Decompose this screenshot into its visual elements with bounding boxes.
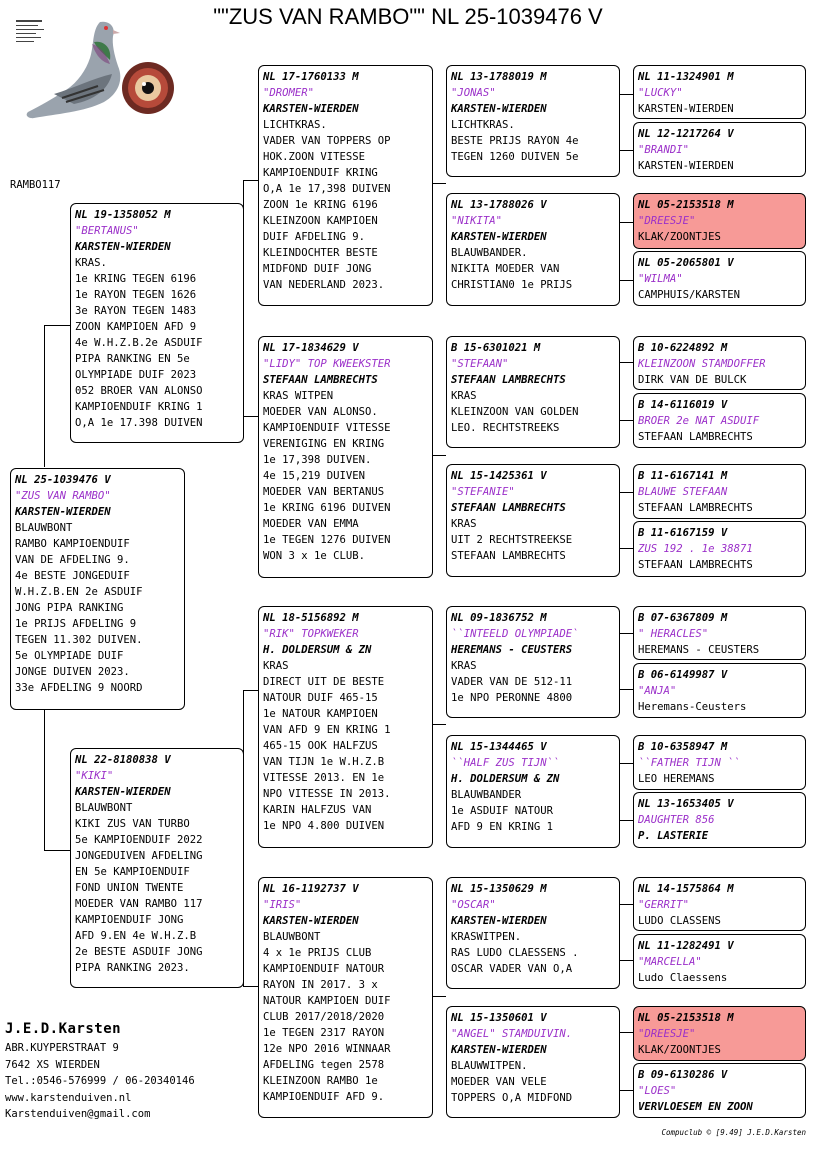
connector-line: [619, 222, 633, 223]
connector-line: [619, 820, 633, 821]
info-line: KRASWITPEN.: [451, 931, 522, 943]
ring-number: NL 18-5156892 M: [263, 612, 359, 624]
info-line: 4e BESTE JONGEDUIF: [15, 570, 130, 582]
info-line: FOND UNION TWENTE: [75, 882, 184, 894]
pigeon-card-ffm: [446, 193, 620, 306]
info-line: NIKITA MOEDER VAN: [451, 263, 560, 275]
info-line: MOEDER VAN VELE: [451, 1076, 547, 1088]
pigeon-card-g9: [633, 606, 806, 660]
info-line: 1e NATOUR KAMPIOEN: [263, 708, 378, 720]
info-line: VADER VAN TOPPERS OP: [263, 135, 391, 147]
ring-number: B 15-6301021 M: [451, 342, 541, 354]
ring-number: NL 13-1788026 V: [451, 199, 547, 211]
info-line: O,A 1e 17,398 DUIVEN: [263, 183, 391, 195]
connector-line: [432, 724, 446, 725]
owner: STEFAAN LAMBRECHTS: [263, 374, 378, 386]
connector-line: [243, 416, 258, 417]
pigeon-name: ZUS 192 . 1e 38871: [638, 543, 753, 555]
owner: KARSTEN-WIERDEN: [451, 103, 547, 115]
connector-line: [619, 420, 633, 421]
ring-number: NL 05-2153518 M: [638, 199, 734, 211]
pigeon-card-g11: [633, 735, 806, 790]
pigeon-card-mf: [258, 606, 433, 848]
info-line: CLUB 2017/2018/2020: [263, 1011, 385, 1023]
info-line: MOEDER VAN ALONSO.: [263, 406, 378, 418]
info-line: W.H.Z.B.EN 2e ASDUIF: [15, 586, 143, 598]
info-line: NATOUR DUIF 465-15: [263, 692, 378, 704]
breeder-email[interactable]: Karstenduiven@gmail.com: [5, 1108, 151, 1120]
info-line: KRAS: [451, 518, 477, 530]
ring-number: NL 19-1358052 M: [75, 209, 171, 221]
pigeon-name: "RIK" TOPKWEKER: [263, 628, 359, 640]
pigeon-name: "DREESJE": [638, 215, 696, 227]
info-line: 1e ASDUIF NATOUR: [451, 805, 554, 817]
connector-line: [44, 850, 70, 851]
owner: KARSTEN-WIERDEN: [75, 241, 171, 253]
info-line: 1e NPO 4.800 DUIVEN: [263, 820, 385, 832]
info-line: KAMPIOENDUIF JONG: [75, 914, 184, 926]
info-line: AFDELING tegen 2578: [263, 1059, 385, 1071]
ring-number: B 10-6224892 M: [638, 342, 728, 354]
pigeon-card-fff: [446, 65, 620, 177]
owner: STEFAAN LAMBRECHTS: [638, 559, 753, 571]
ring-number: NL 17-1834629 V: [263, 342, 359, 354]
connector-line: [619, 94, 633, 95]
pigeon-card-fmf: [446, 336, 620, 448]
pigeon-name: "BRANDI": [638, 144, 690, 156]
info-line: KARIN HALFZUS VAN: [263, 804, 372, 816]
info-line: CHRISTIAN0 1e PRIJS: [451, 279, 573, 291]
info-line: AFD 9.EN 4e W.H.Z.B: [75, 930, 197, 942]
breeder-name: J.E.D.Karsten: [5, 1021, 122, 1037]
info-line: KRAS.: [75, 257, 107, 269]
ring-number: NL 05-2153518 M: [638, 1012, 734, 1024]
info-line: 4e 15,219 DUIVEN: [263, 470, 366, 482]
owner: KARSTEN-WIERDEN: [263, 915, 359, 927]
pigeon-card-g4: [633, 251, 806, 306]
pigeon-card-ff: [258, 65, 433, 306]
info-line: MOEDER VAN BERTANUS: [263, 486, 385, 498]
owner: Heremans-Ceusters: [638, 701, 747, 713]
pigeon-card-father: [70, 203, 244, 443]
pigeon-name: BLAUWE STEFAAN: [638, 486, 728, 498]
info-line: OLYMPIADE DUIF 2023: [75, 369, 197, 381]
ring-number: NL 17-1760133 M: [263, 71, 359, 83]
pigeon-name: ``HALF ZUS TIJN``: [451, 757, 560, 769]
owner: KARSTEN-WIERDEN: [451, 231, 547, 243]
pigeon-card-g13: [633, 877, 806, 931]
info-line: BLAUWBANDER.: [451, 247, 528, 259]
ring-number: B 06-6149987 V: [638, 669, 728, 681]
ring-number: NL 15-1425361 V: [451, 470, 547, 482]
info-line: RAYON IN 2017. 3 x: [263, 979, 378, 991]
owner: KARSTEN-WIERDEN: [15, 506, 111, 518]
pigeon-name: "NIKITA": [451, 215, 503, 227]
pigeon-name: "STEFANIE": [451, 486, 515, 498]
info-line: ZOON KAMPIOEN AFD 9: [75, 321, 197, 333]
pigeon-card-g2: [633, 122, 806, 177]
info-line: DIRECT UIT DE BESTE: [263, 676, 385, 688]
pigeon-card-g6: [633, 393, 806, 448]
ring-number: NL 11-1324901 M: [638, 71, 734, 83]
info-line: DUIF AFDELING 9.: [263, 231, 366, 243]
pigeon-card-g3: [633, 193, 806, 249]
owner: VERVLOESEM EN ZOON: [638, 1101, 753, 1113]
connector-line: [44, 710, 45, 850]
breeder-address: ABR.KUYPERSTRAAT 9: [5, 1042, 119, 1054]
info-line: JONGEDUIVEN AFDELING: [75, 850, 203, 862]
pigeon-name: "ANGEL" STAMDUIVIN.: [451, 1028, 573, 1040]
pigeon-card-mother: [70, 748, 244, 988]
owner: CAMPHUIS/KARSTEN: [638, 289, 741, 301]
pigeon-name: "STEFAAN": [451, 358, 509, 370]
info-line: PIPA RANKING EN 5e: [75, 353, 190, 365]
info-line: 1e KRING TEGEN 6196: [75, 273, 197, 285]
info-line: KRAS: [451, 660, 477, 672]
info-line: MOEDER VAN EMMA: [263, 518, 359, 530]
info-line: MOEDER VAN RAMBO 117: [75, 898, 203, 910]
pigeon-name: ``INTEELD OLYMPIADE`: [451, 628, 579, 640]
info-line: KLEINZOON RAMBO 1e: [263, 1075, 378, 1087]
breeder-city: 7642 XS WIERDEN: [5, 1058, 100, 1071]
info-line: NATOUR KAMPIOEN DUIF: [263, 995, 391, 1007]
pigeon-logo: [14, 14, 174, 124]
owner: Ludo Claessens: [638, 972, 728, 984]
info-line: O,A 1e 17.398 DUIVEN: [75, 417, 203, 429]
owner: KARSTEN-WIERDEN: [263, 103, 359, 115]
pigeon-card-g7: [633, 464, 806, 519]
ring-number: B 10-6358947 M: [638, 741, 728, 753]
info-line: 052 BROER VAN ALONSO: [75, 385, 203, 397]
pigeon-card-mm: [258, 877, 433, 1118]
pigeon-name: "ANJA": [638, 685, 677, 697]
info-line: TEGEN 1260 DUIVEN 5e: [451, 151, 579, 163]
info-line: JONG PIPA RANKING: [15, 602, 124, 614]
info-line: 1e KRING 6196 DUIVEN: [263, 502, 391, 514]
pigeon-card-mff: [446, 606, 620, 718]
info-line: VAN TIJN 1e W.H.Z.B: [263, 756, 385, 768]
info-line: KRAS WITPEN: [263, 390, 334, 402]
info-line: 3e RAYON TEGEN 1483: [75, 305, 197, 317]
pigeon-name: "IRIS": [263, 899, 302, 911]
owner: KARSTEN-WIERDEN: [638, 160, 734, 172]
info-line: 2e BESTE ASDUIF JONG: [75, 946, 203, 958]
ring-number: NL 15-1350629 M: [451, 883, 547, 895]
info-line: KAMPIOENDUIF VITESSE: [263, 422, 391, 434]
owner: H. DOLDERSUM & ZN: [451, 773, 560, 785]
ring-number: B 11-6167141 M: [638, 470, 728, 482]
connector-line: [619, 904, 633, 905]
connector-line: [619, 689, 633, 690]
info-line: KRAS: [263, 660, 289, 672]
info-line: KAMPIOENDUIF KRING: [263, 167, 378, 179]
pigeon-name: "LOES": [638, 1085, 677, 1097]
breeder-info: [5, 1018, 195, 1123]
connector-line: [619, 1032, 633, 1033]
connector-line: [619, 548, 633, 549]
ring-number: NL 15-1344465 V: [451, 741, 547, 753]
info-line: 1e RAYON TEGEN 1626: [75, 289, 197, 301]
pigeon-card-mmm: [446, 1006, 620, 1118]
pigeon-name: "DREESJE": [638, 1028, 696, 1040]
connector-line: [619, 492, 633, 493]
pigeon-card-fmm: [446, 464, 620, 577]
pigeon-name: "GERRIT": [638, 899, 690, 911]
pigeon-card-g1: [633, 65, 806, 119]
info-line: VERENIGING EN KRING: [263, 438, 385, 450]
pigeon-name: "WILMA": [638, 273, 683, 285]
pigeon-card-g14: [633, 934, 806, 989]
connector-line: [243, 986, 258, 987]
info-line: KAMPIOENDUIF AFD 9.: [263, 1091, 385, 1103]
pigeon-card-fm: [258, 336, 433, 578]
owner: KARSTEN-WIERDEN: [75, 786, 171, 798]
pigeon-card-g12: [633, 792, 806, 848]
info-line: JONGE DUIVEN 2023.: [15, 666, 130, 678]
connector-line: [619, 150, 633, 151]
owner: HEREMANS - CEUSTERS: [451, 644, 573, 656]
info-line: LEO. RECHTSTREEKS: [451, 422, 560, 434]
owner: KLAK/ZOONTJES: [638, 231, 721, 243]
pigeon-card-mfm: [446, 735, 620, 848]
connector-line: [619, 280, 633, 281]
owner: STEFAAN LAMBRECHTS: [451, 374, 566, 386]
owner: P. LASTERIE: [638, 830, 709, 842]
info-line: VAN AFD 9 EN KRING 1: [263, 724, 391, 736]
pigeon-name: "MARCELLA": [638, 956, 702, 968]
pigeon-name: "ZUS VAN RAMBO": [15, 490, 111, 502]
info-line: WON 3 x 1e CLUB.: [263, 550, 366, 562]
rambo-label: RAMBO117: [10, 179, 61, 191]
ring-number: NL 11-1282491 V: [638, 940, 734, 952]
info-line: 1e TEGEN 2317 RAYON: [263, 1027, 385, 1039]
pigeon-name: "BERTANUS": [75, 225, 139, 237]
info-line: 5e KAMPIOENDUIF 2022: [75, 834, 203, 846]
info-line: KLEINZOON KAMPIOEN: [263, 215, 378, 227]
connector-line: [619, 960, 633, 961]
ring-number: NL 09-1836752 M: [451, 612, 547, 624]
info-line: MIDFOND DUIF JONG: [263, 263, 372, 275]
pigeon-name: KLEINZOON STAMDOFFER: [638, 358, 766, 370]
connector-line: [619, 763, 633, 764]
pigeon-name: "KIKI": [75, 770, 114, 782]
pedigree-title: ""ZUS VAN RAMBO"" NL 25-1039476 V: [213, 4, 603, 29]
info-line: ZOON 1e KRING 6196: [263, 199, 378, 211]
info-line: 33e AFDELING 9 NOORD: [15, 682, 143, 694]
ring-number: NL 13-1653405 V: [638, 798, 734, 810]
connector-line: [243, 690, 258, 691]
info-line: TEGEN 11.302 DUIVEN.: [15, 634, 143, 646]
ring-number: NL 13-1788019 M: [451, 71, 547, 83]
pigeon-card-g5: [633, 336, 806, 390]
info-line: KIKI ZUS VAN TURBO: [75, 818, 190, 830]
ring-number: NL 15-1350601 V: [451, 1012, 547, 1024]
pigeon-card-g10: [633, 663, 806, 718]
pigeon-name: "JONAS": [451, 87, 496, 99]
owner: KARSTEN-WIERDEN: [451, 1044, 547, 1056]
connector-line: [243, 180, 258, 181]
owner: LUDO CLASSENS: [638, 915, 721, 927]
info-line: PIPA RANKING 2023.: [75, 962, 190, 974]
info-line: 1e NPO PERONNE 4800: [451, 692, 573, 704]
connector-line: [44, 325, 70, 326]
info-line: 1e 17,398 DUIVEN.: [263, 454, 372, 466]
owner: HEREMANS - CEUSTERS: [638, 644, 760, 656]
pigeon-name: " HERACLES": [638, 628, 709, 640]
pigeon-card-mmf: [446, 877, 620, 989]
ring-number: NL 25-1039476 V: [15, 474, 111, 486]
info-line: KLEINDOCHTER BESTE: [263, 247, 378, 259]
pigeon-card-g8: [633, 521, 806, 577]
owner: DIRK VAN DE BULCK: [638, 374, 747, 386]
info-line: STEFAAN LAMBRECHTS: [451, 550, 566, 562]
info-line: TOPPERS O,A MIDFOND: [451, 1092, 573, 1104]
owner: LEO HEREMANS: [638, 773, 715, 785]
connector-line: [432, 183, 446, 184]
info-line: EN 5e KAMPIOENDUIF: [75, 866, 190, 878]
info-line: 5e OLYMPIADE DUIF: [15, 650, 124, 662]
info-line: RAMBO KAMPIOENDUIF: [15, 538, 130, 550]
info-line: BESTE PRIJS RAYON 4e: [451, 135, 579, 147]
connector-line: [619, 633, 633, 634]
ring-number: NL 12-1217264 V: [638, 128, 734, 140]
info-line: KAMPIOENDUIF NATOUR: [263, 963, 385, 975]
connector-line: [432, 455, 446, 456]
info-line: VITESSE 2013. EN 1e: [263, 772, 385, 784]
pigeon-name: "OSCAR": [451, 899, 496, 911]
info-line: AFD 9 EN KRING 1: [451, 821, 554, 833]
connector-line: [619, 1090, 633, 1091]
owner: KLAK/ZOONTJES: [638, 1044, 721, 1056]
info-line: 4e W.H.Z.B.2e ASDUIF: [75, 337, 203, 349]
info-line: BLAUWWITPEN.: [451, 1060, 528, 1072]
owner: STEFAAN LAMBRECHTS: [638, 502, 753, 514]
ring-number: NL 16-1192737 V: [263, 883, 359, 895]
pigeon-name: ``FATHER TIJN ``: [638, 757, 741, 769]
pigeon-name: BROER 2e NAT ASDUIF: [638, 415, 760, 427]
info-line: BLAUWBONT: [75, 802, 133, 814]
info-line: UIT 2 RECHTSTREEKSE: [451, 534, 573, 546]
pigeon-card-g15: [633, 1006, 806, 1061]
pigeon-card-g16: [633, 1063, 806, 1118]
info-line: KLEINZOON VAN GOLDEN: [451, 406, 579, 418]
pigeon-card-subject: [10, 468, 185, 710]
info-line: NPO VITESSE IN 2013.: [263, 788, 391, 800]
owner: KARSTEN-WIERDEN: [638, 103, 734, 115]
info-line: 4 x 1e PRIJS CLUB: [263, 947, 372, 959]
pigeon-name: DAUGHTER 856: [638, 814, 715, 826]
info-line: VAN NEDERLAND 2023.: [263, 279, 385, 291]
info-line: HOK.ZOON VITESSE: [263, 151, 366, 163]
info-line: KRAS: [451, 390, 477, 402]
footer-credit: Compuclub © [9.49] J.E.D.Karsten: [661, 1128, 806, 1137]
connector-line: [619, 362, 633, 363]
info-line: KAMPIOENDUIF KRING 1: [75, 401, 203, 413]
ring-number: B 07-6367809 M: [638, 612, 728, 624]
breeder-phone: Tel.:0546-576999 / 06-20340146: [5, 1075, 195, 1087]
info-line: LICHTKRAS.: [263, 119, 327, 131]
owner: STEFAAN LAMBRECHTS: [638, 431, 753, 443]
connector-line: [44, 325, 45, 467]
owner: H. DOLDERSUM & ZN: [263, 644, 372, 656]
info-line: BLAUWBONT: [15, 522, 73, 534]
info-line: 12e NPO 2016 WINNAAR: [263, 1043, 391, 1055]
info-line: BLAUWBANDER: [451, 789, 522, 801]
ring-number: B 11-6167159 V: [638, 527, 728, 539]
info-line: 465-15 OOK HALFZUS: [263, 740, 378, 752]
info-line: 1e TEGEN 1276 DUIVEN: [263, 534, 391, 546]
pigeon-name: "LIDY" TOP KWEEKSTER: [263, 358, 391, 370]
info-line: OSCAR VADER VAN O,A: [451, 963, 573, 975]
info-line: LICHTKRAS.: [451, 119, 515, 131]
ring-number: NL 05-2065801 V: [638, 257, 734, 269]
breeder-website[interactable]: www.karstenduiven.nl: [5, 1091, 132, 1104]
connector-line: [432, 996, 446, 997]
info-line: BLAUWBONT: [263, 931, 321, 943]
owner: KARSTEN-WIERDEN: [451, 915, 547, 927]
info-line: VADER VAN DE 512-11: [451, 676, 573, 688]
info-line: RAS LUDO CLAESSENS .: [451, 947, 579, 959]
ring-number: NL 22-8180838 V: [75, 754, 171, 766]
info-line: 1e PRIJS AFDELING 9: [15, 618, 137, 630]
pigeon-name: "DROMER": [263, 87, 315, 99]
ring-number: NL 14-1575864 M: [638, 883, 734, 895]
pigeon-name: "LUCKY": [638, 87, 683, 99]
info-line: VAN DE AFDELING 9.: [15, 554, 130, 566]
ring-number: B 14-6116019 V: [638, 399, 728, 411]
owner: STEFAAN LAMBRECHTS: [451, 502, 566, 514]
ring-number: B 09-6130286 V: [638, 1069, 728, 1081]
